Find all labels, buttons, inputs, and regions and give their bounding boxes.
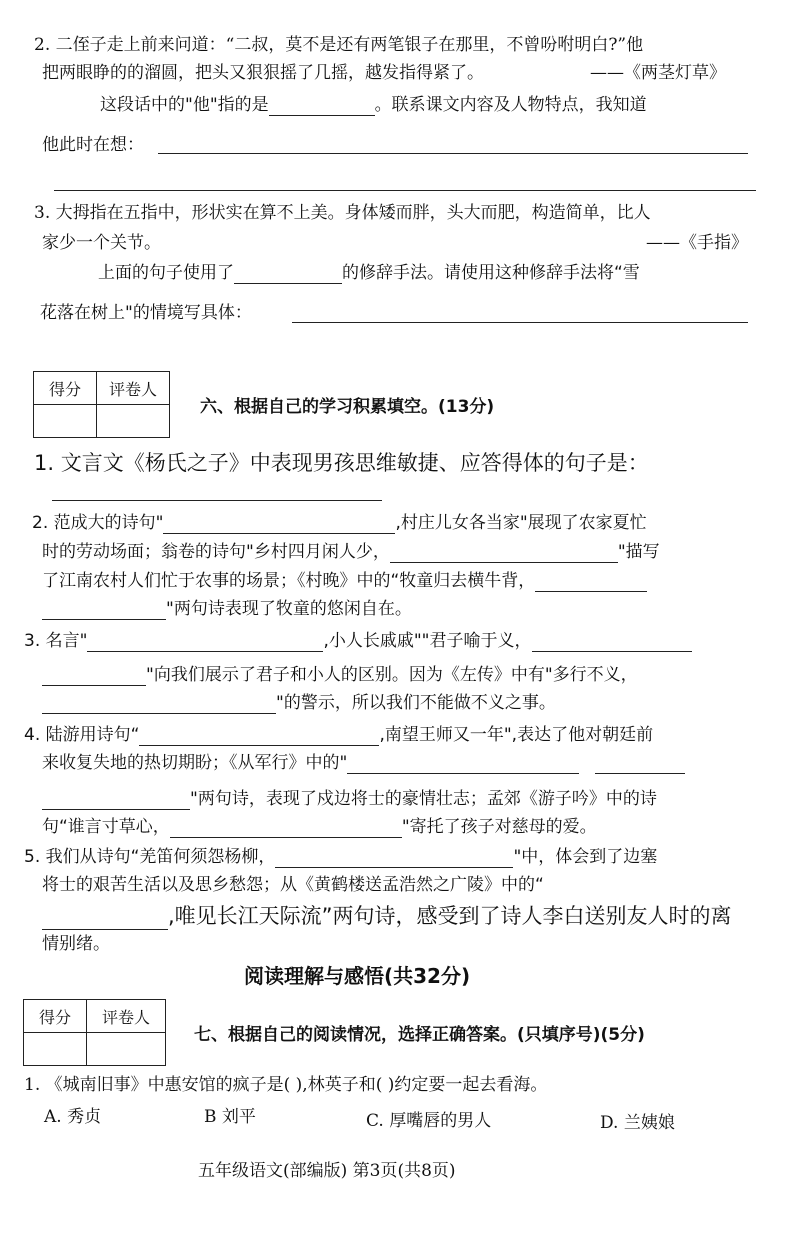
- q2-line-2: 把两眼睁的的溜圆，把头又狠狠摇了几摇，越发指得紧了。: [42, 63, 484, 83]
- score-box: [33, 371, 170, 438]
- option-c[interactable]: C. 厚嘴唇的男人: [366, 1111, 492, 1131]
- answer-blank[interactable]: [532, 633, 692, 652]
- s6-q5-line-2: 将士的艰苦生活以及思乡愁怨；从《黄鹤楼送孟浩然之广陵》中的“: [42, 875, 544, 895]
- s6-q4-text-c: 来收复失地的热切期盼；《从军行》中的": [42, 753, 348, 773]
- s6-q3-text-d: "的警示，所以我们不能做不义之事。: [276, 693, 556, 713]
- page-footer: 五年级语文(部编版) 第3页(共8页): [198, 1161, 456, 1181]
- answer-blank[interactable]: [42, 905, 168, 930]
- s6-q4-line-4: [42, 816, 597, 838]
- option-d[interactable]: D. 兰姨娘: [600, 1113, 675, 1133]
- score-label: 得分: [24, 1000, 87, 1033]
- s6-q2-line-1: [32, 512, 647, 534]
- s6-q1: 1. 文言文《杨氏之子》中表现男孩思维敏捷、应答得体的句子是：: [34, 451, 649, 475]
- grader-label: 评卷人: [97, 372, 170, 405]
- answer-line[interactable]: [292, 322, 748, 323]
- s6-q3-line-2: [42, 664, 638, 686]
- s6-q3-text-c: "向我们展示了君子和小人的区别。因为《左传》中有"多行不义，: [146, 665, 638, 685]
- s6-q5-text-b: "中，体会到了边塞: [513, 847, 658, 867]
- answer-blank[interactable]: [275, 849, 513, 868]
- s6-q2-line-2: [42, 541, 660, 563]
- answer-line[interactable]: [54, 190, 756, 191]
- grader-label: 评卷人: [87, 1000, 166, 1033]
- s6-q3-text-a: 3. 名言": [24, 631, 88, 651]
- s6-q2-text-f: "两句诗表现了牧童的悠闲自在。: [166, 599, 412, 619]
- s6-q5-text-a: 5. 我们从诗句“羌笛何须怨杨柳，: [24, 847, 276, 867]
- answer-blank[interactable]: [163, 515, 395, 534]
- q2-source: ——《两茎灯草》: [590, 63, 726, 83]
- s6-q4-text-d: "两句诗，表现了戍边将士的豪情壮志；孟郊《游子吟》中的诗: [190, 789, 657, 809]
- answer-blank[interactable]: [234, 265, 342, 284]
- answer-blank[interactable]: [42, 667, 146, 686]
- s6-q4-text-b: ,南望王师又一年",表达了他对朝廷前: [379, 725, 654, 745]
- answer-blank[interactable]: [87, 633, 323, 652]
- s6-q4-text-f: "寄托了孩子对慈母的爱。: [401, 817, 597, 837]
- q3-line-1: 3. 大拇指在五指中，形状实在算不上美。身体矮而胖，头大而肥，构造简单，比人: [34, 203, 651, 223]
- answer-blank[interactable]: [347, 755, 579, 774]
- answer-line[interactable]: [52, 500, 382, 501]
- s6-q4-text-a: 4. 陆游用诗句“: [24, 725, 140, 745]
- answer-blank[interactable]: [42, 601, 166, 620]
- answer-blank[interactable]: [139, 727, 379, 746]
- q3-question-text-a: 上面的句子使用了: [98, 263, 234, 283]
- s6-q5-line-1: [24, 846, 657, 868]
- answer-blank[interactable]: [595, 755, 685, 774]
- answer-blank[interactable]: [42, 695, 276, 714]
- s7-q1: 1. 《城南旧事》中惠安馆的疯子是( ),林英子和( )约定要一起去看海。: [24, 1075, 548, 1095]
- q2-line-1: 2. 二侄子走上前来问道：“二叔，莫不是还有两笔银子在那里，不曾吩咐明白?”他: [34, 35, 644, 55]
- s6-q3-line-3: [42, 692, 556, 714]
- q2-question-text-b: 。联系课文内容及人物特点，我知道: [374, 95, 647, 115]
- s6-q2-text-a: 2. 范成大的诗句": [32, 513, 164, 533]
- grader-cell[interactable]: [97, 405, 170, 438]
- reading-section-title: 阅读理解与感悟(共32分): [244, 964, 471, 988]
- q3-question-text-b: 的修辞手法。请使用这种修辞手法将“雪: [342, 263, 640, 283]
- score-cell[interactable]: [34, 405, 97, 438]
- s6-q3-line-1: [24, 630, 692, 652]
- s6-q4-line-1: [24, 724, 653, 746]
- option-b[interactable]: B 刘平: [204, 1107, 256, 1127]
- section-6-title: 六、根据自己的学习积累填空。(13分): [200, 397, 495, 417]
- answer-blank[interactable]: [390, 544, 618, 563]
- grader-cell[interactable]: [87, 1033, 166, 1066]
- answer-blank[interactable]: [42, 791, 190, 810]
- score-label: 得分: [34, 372, 97, 405]
- score-cell[interactable]: [24, 1033, 87, 1066]
- s6-q4-text-e: 句“谁言寸草心，: [42, 817, 170, 837]
- option-a[interactable]: A. 秀贞: [44, 1107, 102, 1127]
- s6-q2-text-e: 了江南农村人们忙于农事的场景；《村晚》中的“牧童归去横牛背，: [42, 571, 536, 591]
- q2-question-text-a: 这段话中的"他"指的是: [100, 95, 269, 115]
- s6-q5-line-4: 情别绪。: [42, 934, 110, 954]
- q3-source: ——《手指》: [646, 233, 748, 253]
- s6-q5-text-c: ,唯见长江天际流”两句诗，感受到了诗人李白送别友人时的离: [168, 904, 732, 928]
- s6-q2-text-d: "描写: [617, 542, 660, 562]
- q2-question-line: [100, 94, 647, 116]
- q3-line-2: 家少一个关节。: [42, 233, 161, 253]
- score-box: [23, 999, 166, 1066]
- s6-q2-line-4: [42, 598, 412, 620]
- section-7-title: 七、根据自己的阅读情况，选择正确答案。(只填序号)(5分): [194, 1025, 645, 1045]
- s6-q2-text-c: 时的劳动场面；翁卷的诗句"乡村四月闲人少，: [42, 542, 390, 562]
- s6-q2-line-3: [42, 570, 647, 592]
- s6-q3-text-b: ,小人长戚戚""君子喻于义，: [323, 631, 532, 651]
- s6-q2-text-b: ,村庄儿女各当家"展现了农家夏忙: [395, 513, 647, 533]
- answer-blank[interactable]: [269, 97, 375, 116]
- answer-blank[interactable]: [535, 573, 647, 592]
- q2-think-label: 他此时在想：: [42, 135, 144, 155]
- answer-line[interactable]: [158, 153, 748, 154]
- s6-q5-line-3: [42, 902, 732, 930]
- s6-q4-line-2: [42, 752, 685, 774]
- q3-question-line: [98, 262, 640, 284]
- answer-blank[interactable]: [170, 819, 402, 838]
- q3-rewrite-label: 花落在树上"的情境写具体：: [40, 303, 252, 323]
- s6-q4-line-3: [42, 788, 657, 810]
